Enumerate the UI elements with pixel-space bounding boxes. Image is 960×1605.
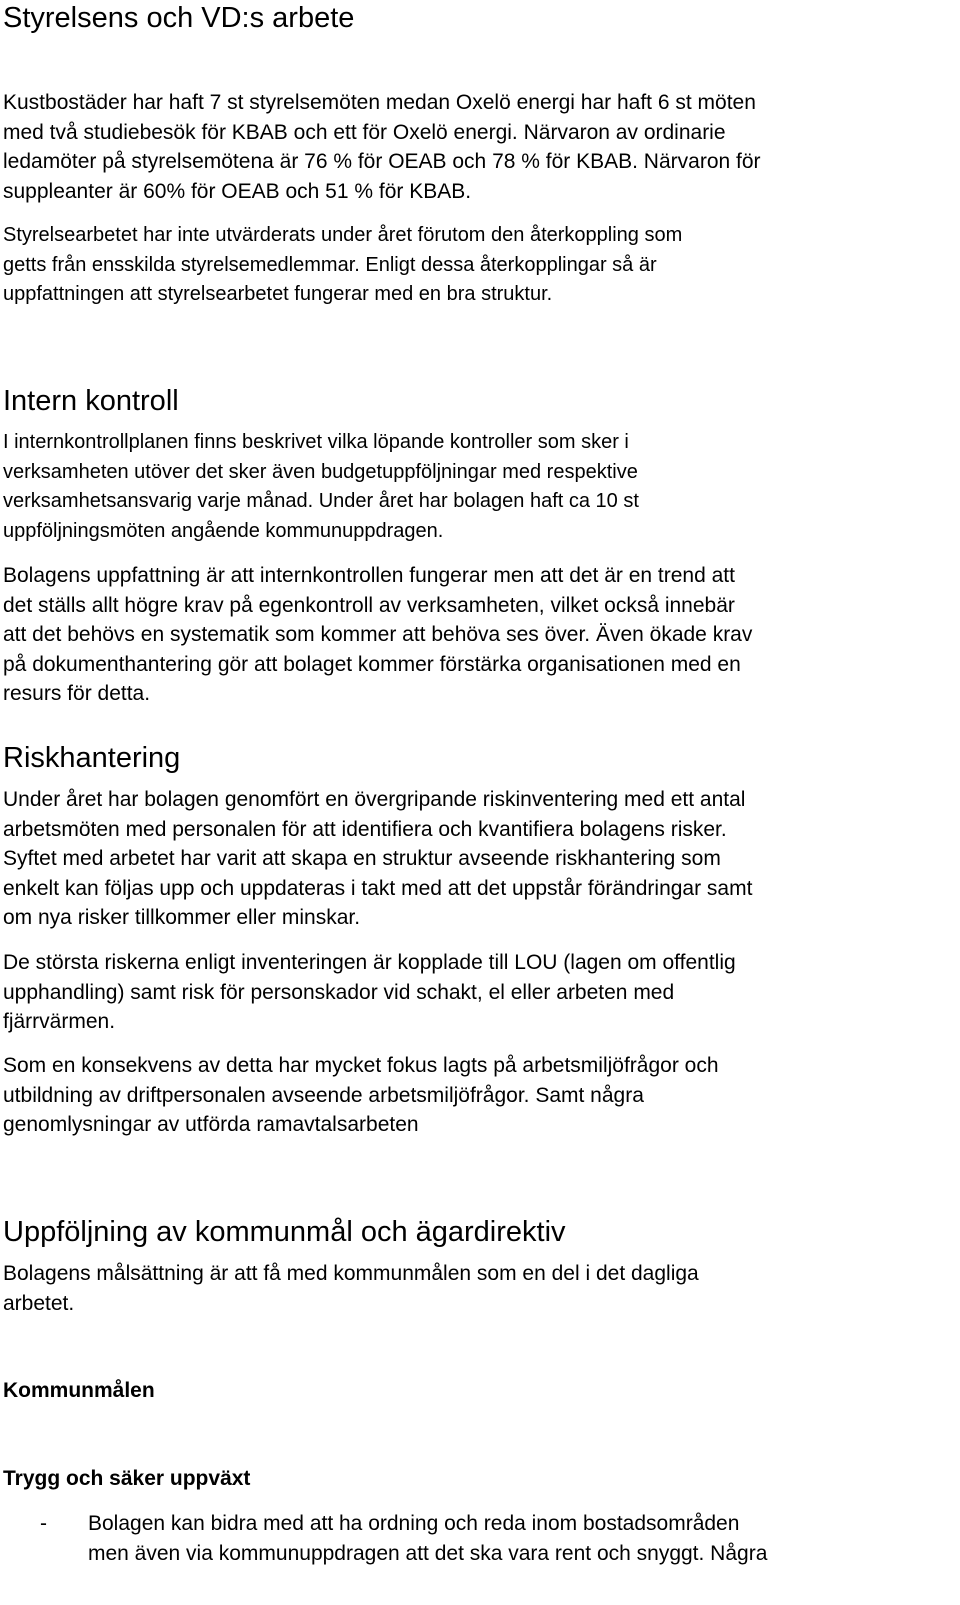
text-line: Bolagens uppfattning är att internkontrollen fungerar men att det är en trend att <box>3 564 735 587</box>
text-line: utbildning av driftpersonalen avseende arbetsmiljöfrågor. Samt några <box>3 1083 644 1107</box>
paragraph-bolagens-uppfattning <box>3 561 960 709</box>
text-line: upphandling) samt risk för personskador vid schakt, el eller arbeten med <box>3 980 675 1004</box>
text-line: Styrelsearbetet har inte utvärderats under året förutom den återkoppling som <box>3 224 683 246</box>
text-line: att det behövs en systematik som kommer att behöva ses över. Även ökade krav <box>3 623 753 646</box>
paragraph-riskinventering <box>3 785 960 933</box>
bullet-text <box>88 1509 767 1568</box>
text-line: arbetet. <box>3 1291 75 1315</box>
heading-kommunmalen: Kommunmålen <box>3 1379 155 1402</box>
text-line: på dokumenthantering gör att bolaget kommer förstärka organisationen med en <box>3 652 741 676</box>
text-line: enkelt kan följas upp och uppdateras i takt med att det uppstår förändringar samt <box>3 876 753 900</box>
paragraph-konsekvens <box>3 1051 960 1140</box>
bullet-dash: - <box>40 1512 47 1535</box>
text-line: getts från ensskilda styrelsemedlemmar. Enligt dessa återkopplingar så är <box>3 253 657 276</box>
text-line: med två studiebesök för KBAB och ett för Oxelö energi. Närvaron av ordinarie <box>3 120 726 144</box>
paragraph-styrelsearbetet <box>3 221 960 310</box>
text-line: Kustbostäder har haft 7 st styrelsemöten medan Oxelö energi har haft 6 st möten <box>3 91 756 114</box>
heading-uppfoljning-kommunmal: Uppföljning av kommunmål och ägardirektiv <box>3 1216 566 1248</box>
heading-trygg-saker-uppvaxt: Trygg och säker uppväxt <box>3 1467 251 1490</box>
text-line: verksamhetsansvarig varje månad. Under året har bolagen haft ca 10 st <box>3 490 639 512</box>
text-line: uppföljningsmöten angående kommunuppdragen. <box>3 519 444 542</box>
heading-riskhantering: Riskhantering <box>3 742 181 774</box>
text-line: suppleanter är 60% för OEAB och 51 % för KBAB. <box>3 179 472 203</box>
paragraph-malsattning <box>3 1259 960 1318</box>
paragraph-storsta-riskerna <box>3 948 960 1037</box>
paragraph-internkontrollplanen <box>3 428 960 546</box>
text-line: det ställs allt högre krav på egenkontroll av verksamheten, vilket också innebär <box>3 593 735 617</box>
text-line: resurs för detta. <box>3 682 151 705</box>
text-line: Bolagens målsättning är att få med kommunmålen som en del i det dagliga <box>3 1262 699 1285</box>
text-line: uppfattningen att styrelsearbetet fungerar med en bra struktur. <box>3 283 553 305</box>
text-line: verksamheten utöver det sker även budgetuppföljningar med respektive <box>3 460 638 483</box>
text-line: men även via kommunuppdragen att det ska vara rent och snyggt. Några <box>88 1541 768 1565</box>
text-line: Under året har bolagen genomfört en övergripande riskinventering med ett antal <box>3 788 746 811</box>
text-line: Som en konsekvens av detta har mycket fokus lagts på arbetsmiljöfrågor och <box>3 1054 719 1077</box>
heading-styrelsens-arbete: Styrelsens och VD:s arbete <box>3 2 355 34</box>
text-line: ledamöter på styrelsemötena är 76 % för OEAB och 78 % för KBAB. Närvaron för <box>3 150 761 173</box>
text-line: arbetsmöten med personalen för att identifiera och kvantifiera bolagens risker. <box>3 817 727 841</box>
heading-intern-kontroll: Intern kontroll <box>3 385 179 417</box>
text-line: genomlysningar av utförda ramavtalsarbeten <box>3 1113 419 1136</box>
text-line: Syftet med arbetet har varit att skapa en struktur avseende riskhantering som <box>3 847 721 870</box>
text-line: om nya risker tillkommer eller minskar. <box>3 906 361 929</box>
text-line: Bolagen kan bidra med att ha ordning och reda inom bostadsområden <box>88 1512 740 1535</box>
text-line: I internkontrollplanen finns beskrivet vilka löpande kontroller som sker i <box>3 431 629 453</box>
paragraph-styrelsemoten <box>3 88 960 206</box>
text-line: fjärrvärmen. <box>3 1010 116 1033</box>
text-line: De största riskerna enligt inventeringen är kopplade till LOU (lagen om offentlig <box>3 951 736 974</box>
